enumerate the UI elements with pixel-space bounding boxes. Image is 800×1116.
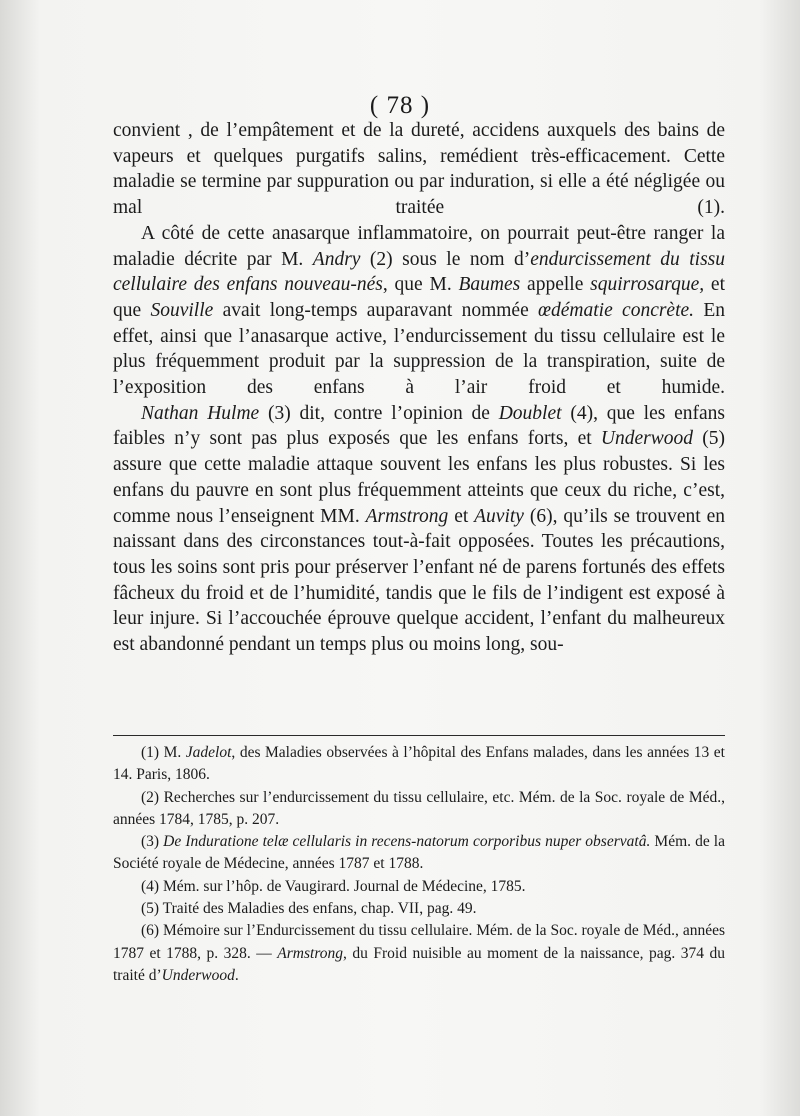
footnote-3-number: (3) (141, 833, 160, 851)
author-hulme: Nathan Hulme (141, 402, 260, 424)
footnote-1-text-a: M. (159, 744, 186, 761)
author-auvity: Auvity (474, 505, 524, 527)
author-doublet: Doublet (498, 402, 562, 424)
author-baumes: Baumes (458, 274, 521, 296)
author-underwood: Underwood (600, 428, 693, 450)
footnote-3-title: De Induratione telæ cellularis in recens-natorum corporibus nuper observatâ. (159, 833, 651, 851)
p2-text-e: et que (113, 274, 725, 321)
footnote-6-number: (6) (141, 922, 160, 940)
p2-text-g: En effet, ainsi que l’anasarque active, l’endurcissement du tissu cellulaire est le plus fréquemment produit par la suppression de la transpiration, suite de l’exposition des enfans à l’air froid et humide. (113, 299, 725, 399)
footnote-1 (113, 742, 725, 787)
p3-text-a: (3) dit, contre l’opinion de (259, 402, 499, 424)
author-andry: Andry (312, 248, 361, 270)
author-souville: Souville (150, 299, 214, 321)
p2-text-b: (2) sous le nom d’ (360, 248, 531, 270)
footnote-2-text: Recherches sur l’endurcissement du tissu cellulaire, etc. Mém. de la Soc. royale de Méd., années 1784, 1785, p. 207. (113, 788, 725, 828)
author-underwood-note: Underwood (161, 966, 235, 984)
term-squirrosarque: squirrosarque, (590, 274, 705, 296)
p3-text-b: (4), que les enfans faibles n’y sont pas plus exposés que les enfans forts, et (113, 402, 725, 450)
p2-text-d: appelle (520, 274, 591, 296)
author-jadelot: Jadelot (185, 744, 232, 761)
p2-text-c: , que M. (382, 274, 459, 296)
paragraph-2 (113, 221, 725, 401)
p2-text-f: avait long-temps auparavant nommée (213, 299, 539, 321)
footnote-divider (113, 735, 725, 736)
paragraph-3 (113, 401, 725, 658)
p3-text-d: et (448, 505, 475, 527)
paragraph-1: convient , de l’empâtement et de la dureté, accidens auxquels des bains de vapeurs et quelques purgatifs salins, remédient très-efficacement. Cette maladie se termine par suppuration ou par induration, si elle a été négligée ou mal traitée (1). (113, 120, 725, 219)
footnote-2-number: (2) (141, 788, 160, 806)
footnote-3 (113, 831, 725, 876)
footnote-6-text-c: . (234, 966, 239, 984)
footnote-6-text-a: Mémoire sur l’Endurcissement du tissu cellulaire. Mém. de la Soc. royale de Méd., années 1787 et 1788, p. 328. — (113, 922, 725, 962)
footnotes (113, 742, 725, 987)
footnote-4-text: Mém. sur l’hôp. de Vaugirard. Journal de Médecine, 1785. (159, 877, 526, 895)
page-number: ( 78 ) (369, 92, 431, 119)
footnote-2 (113, 787, 725, 832)
disease-name: endurcissement du tissu cellulaire des enfans nouveau-nés (113, 248, 726, 296)
p3-text-c: (5) assure que cette maladie attaque souvent les enfans les plus robustes. Si les enfans du pauvre en sont plus fréquemment atteints que ceux du riche, c’est, comme nous l’enseignent MM. (113, 428, 725, 527)
footnote-4-number: (4) (141, 877, 160, 895)
footnote-1-text-b: , des Maladies observées à l’hôpital des Enfans malades, dans les années 13 et 14. Paris, 1806. (113, 744, 725, 784)
footnote-6 (113, 920, 725, 987)
footnote-4 (113, 876, 725, 898)
author-armstrong-note: Armstrong (277, 944, 344, 962)
footnote-1-number: (1) (141, 744, 160, 761)
p3-text-e: (6), qu’ils se trouvent en naissant dans des circonstances tout-à-fait opposées. Toutes les précautions, tous les soins sont pris pour préserver l’enfant né de parens fortunés des effets fâcheux du froid et de l’humidité, tandis que le fils de l’indigent est exposé à leur injure. Si l’accouchée éprouve quelque accident, l’enfant du malheureux est abandonné pendant un temps plus ou moins long, sou- (113, 505, 725, 656)
author-armstrong: Armstrong (365, 505, 449, 527)
footnote-5-number: (5) (141, 900, 160, 918)
p2-text-a: A côté de cette anasarque inflammatoire, on pourrait peut-être ranger la maladie décrite par M. (113, 222, 725, 270)
main-text (113, 118, 725, 658)
term-oedematie: œdématie concrète. (538, 299, 695, 321)
footnote-3-text: Mém. de la Société royale de Médecine, années 1787 et 1788. (113, 833, 725, 873)
footnote-5 (113, 898, 725, 920)
footnote-5-text: Traité des Maladies des enfans, chap. VII, pag. 49. (159, 900, 477, 918)
footnote-6-text-b: , du Froid nuisible au moment de la naissance, pag. 374 du traité d’ (113, 944, 726, 984)
